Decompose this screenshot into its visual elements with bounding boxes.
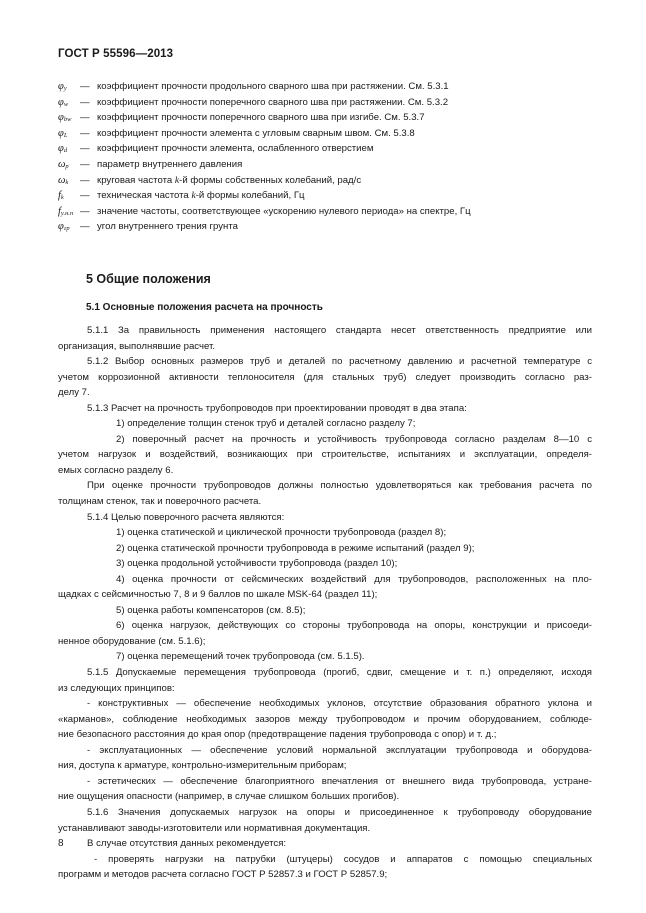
symbol-description: коэффициент прочности элемента с угловым сварным швом. См. 5.3.8 — [97, 127, 415, 139]
symbol: φ — [58, 81, 64, 92]
list-item: 1) определение толщин стенок труб и деталей согласно разделу 7; — [116, 418, 416, 430]
paragraph-line: емых согласно разделу 6. — [58, 464, 174, 476]
symbol-subscript: k — [65, 178, 69, 186]
description-text: техническая частота — [97, 190, 192, 202]
symbol-description: угол внутреннего трения грунта — [97, 221, 238, 233]
symbol-list — [58, 79, 598, 235]
list-item: - проверять нагрузки на патрубки (штуцеры) сосудов и аппаратов с помощью специальных — [94, 853, 592, 865]
paragraph-line: делу 7. — [58, 387, 90, 399]
symbol-dash: — — [80, 158, 90, 170]
symbol-row — [58, 141, 598, 157]
paragraph-line: учетом коррозионной активности теплоносителя (для стальных труб) следует производить согласно раз- — [58, 371, 592, 383]
list-item: 3) оценка продольной устойчивости трубопровода (раздел 10); — [116, 558, 398, 570]
document-body — [58, 323, 592, 883]
paragraph-line: ния, доступа к арматуре, контрольно-измерительным приборам; — [58, 760, 347, 772]
subsection-heading: 5.1 Основные положения расчета на прочность — [86, 302, 323, 313]
paragraph-line: щадках с сейсмичностью 7, 8 и 9 баллов по шкале MSK-64 (раздел 11); — [58, 589, 378, 601]
paragraph-line: ненное оборудование (см. 5.1.6); — [58, 635, 206, 647]
symbol: φ — [58, 112, 64, 124]
symbol-description — [97, 173, 361, 189]
paragraph-line: учетом нагрузок и воздействий, возникающих при строительстве, испытаниях и эксплуатации, определя- — [58, 449, 592, 461]
description-italic: k — [191, 190, 196, 202]
symbol-subscript: L — [63, 131, 68, 139]
paragraph-line: 5.1.2 Выбор основных размеров труб и деталей по расчетному давлению и расчетной температуре с — [87, 356, 592, 368]
paragraph-line: «карманов», соблюдение необходимых зазоров между трубопроводом и прочим оборудованием, соблюде- — [58, 713, 592, 725]
list-item: 6) оценка нагрузок, действующих со стороны трубопровода на опоры, конструкции и присоеди- — [116, 620, 592, 632]
symbol-dash: — — [80, 205, 90, 217]
paragraph-line: В случае отсутствия данных рекомендуется: — [87, 838, 287, 850]
page-number: 8 — [58, 838, 64, 849]
paragraph-line: устанавливают заводы-изготовители или нормативная документация. — [58, 822, 371, 834]
list-item: 5) оценка работы компенсаторов (см. 8.5); — [116, 604, 306, 616]
symbol-subscript: y — [63, 85, 67, 92]
symbol-description — [97, 188, 305, 204]
list-item: 2) поверочный расчет на прочность и устойчивость трубопровода согласно разделам 8—10 с — [116, 433, 592, 445]
symbol-dash: — — [80, 221, 90, 233]
list-item: - эстетических — обеспечение благоприятного впечатления от внешнего вида трубопровода, устране- — [87, 775, 592, 787]
symbol-dash: — — [80, 127, 90, 139]
symbol: f — [58, 205, 61, 217]
document-header: ГОСТ Р 55596—2013 — [58, 48, 174, 60]
paragraph-line: 5.1.1 За правильность применения настоящего стандарта несет ответственность предприятие или — [87, 325, 592, 336]
description-text: -й формы собственных колебаний, рад/с — [179, 174, 362, 186]
symbol-subscript: гр — [63, 225, 70, 233]
symbol-description: коэффициент прочности продольного сварного шва при растяжении. См. 5.3.1 — [97, 81, 449, 92]
symbol-dash: — — [80, 96, 90, 108]
symbol-subscript: y.н.п — [60, 209, 74, 217]
symbol: ω — [58, 158, 66, 170]
paragraph-line: 5.1.3 Расчет на прочность трубопроводов при проектировании проводят в два этапа: — [87, 402, 467, 414]
symbol-description: коэффициент прочности элемента, ослабленного отверстием — [97, 143, 374, 155]
list-item: 7) оценка перемещений точек трубопровода (см. 5.1.5). — [116, 651, 365, 663]
paragraph-line: из следующих принципов: — [58, 682, 175, 694]
symbol-description: коэффициент прочности поперечного сварного шва при растяжении. См. 5.3.2 — [97, 96, 449, 108]
symbol-description: параметр внутреннего давления — [97, 158, 243, 170]
symbol-description: значение частоты, соответствующее «ускорению нулевого периода» на спектре, Гц — [97, 205, 471, 217]
symbol-row — [58, 173, 598, 189]
section-heading: 5 Общие положения — [86, 272, 211, 286]
symbol-row — [58, 219, 598, 235]
symbol-subscript: k — [60, 194, 64, 202]
paragraph-line: 5.1.4 Целью поверочного расчета являются: — [87, 511, 285, 523]
list-item: 1) оценка статической и циклической прочности трубопровода (раздел 8); — [116, 527, 447, 539]
symbol-dash: — — [80, 174, 90, 186]
symbol-row — [58, 157, 598, 173]
description-text: круговая частота — [97, 174, 175, 186]
symbol-row — [58, 126, 598, 142]
symbol-dash: — — [80, 143, 90, 155]
symbol-dash: — — [80, 81, 90, 92]
paragraph-line: 5.1.5 Допускаемые перемещения трубопровода (прогиб, сдвиг, смещение и т. п.) определяют, исходя — [87, 667, 592, 679]
symbol-row — [58, 188, 598, 204]
paragraph-line: 5.1.6 Значения допускаемых нагрузок на опоры и присоединенное к трубопроводу оборудование — [87, 806, 592, 818]
symbol-subscript: bw — [63, 116, 72, 124]
list-item: 4) оценка прочности от сейсмических воздействий для трубопроводов, расположенных на пло- — [116, 573, 592, 585]
list-item: - конструктивных — обеспечение необходимых уклонов, отсутствие образования обратного уклона и — [87, 698, 592, 710]
symbol: φ — [58, 127, 64, 139]
paragraph-line: ние безопасного расстояния до края опор (предотвращение падения трубопровода с опор) и т. д.; — [58, 729, 497, 741]
symbol-row — [58, 110, 598, 126]
symbol-dash: — — [80, 190, 90, 202]
paragraph-line: При оценке прочности трубопроводов должны полностью удовлетворяться как требования расчета по — [87, 480, 592, 492]
symbol-row — [58, 204, 598, 220]
symbol-subscript: d — [63, 147, 68, 155]
symbol-subscript: w — [63, 100, 69, 108]
symbol-subscript: p — [65, 162, 69, 170]
list-item: 2) оценка статической прочности трубопровода в режиме испытаний (раздел 9); — [116, 542, 475, 554]
symbol-row — [58, 79, 598, 95]
paragraph-line: программ и методов расчета согласно ГОСТ Р 52857.3 и ГОСТ Р 52857.9; — [58, 869, 388, 881]
symbol: φ — [58, 143, 64, 155]
symbol-description: коэффициент прочности поперечного сварного шва при изгибе. См. 5.3.7 — [97, 112, 425, 124]
symbol-row — [58, 95, 598, 111]
description-text: -й формы колебаний, Гц — [195, 190, 305, 202]
list-item: - эксплуатационных — обеспечение условий нормальной эксплуатации трубопровода и оборудова- — [87, 744, 592, 756]
symbol-dash: — — [80, 112, 90, 124]
symbol: φ — [58, 221, 64, 233]
description-italic: k — [174, 174, 180, 186]
symbol: φ — [58, 96, 64, 108]
paragraph-line: ние ощущения опасности (например, в случае слишком больших прогибов). — [58, 791, 400, 803]
symbol: f — [58, 190, 61, 202]
paragraph-line: толщинам стенок, так и поверочного расчета. — [58, 496, 262, 508]
symbol: ω — [58, 174, 66, 186]
paragraph-line: организация, выполнявшие расчет. — [58, 340, 215, 352]
